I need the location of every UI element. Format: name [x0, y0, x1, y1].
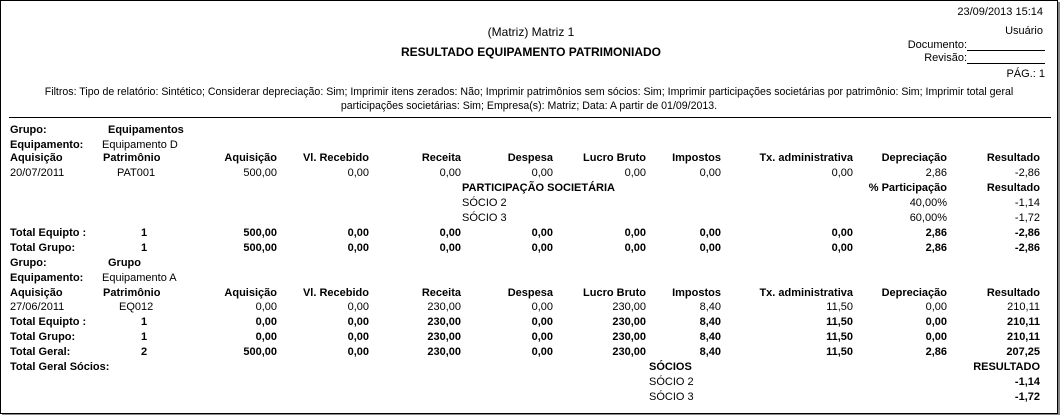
- total-despesa: 0,00: [531, 242, 553, 254]
- socio-name: SÓCIO 2: [649, 376, 694, 388]
- total-vl-recebido: 0,00: [347, 242, 369, 254]
- grupo-label: Grupo:: [10, 257, 47, 269]
- total-receita: 230,00: [427, 331, 461, 343]
- total-lucro-bruto: 230,00: [612, 346, 646, 358]
- cell-lucro-bruto: 0,00: [624, 167, 646, 179]
- col-vl-recebido: Vl. Recebido: [302, 287, 369, 299]
- cell-tx-adm: 11,50: [826, 301, 853, 313]
- col-patrimonio: Patrimônio: [103, 152, 161, 164]
- total-depreciacao: 0,00: [925, 316, 947, 328]
- cell-lucro-bruto: 230,00: [612, 301, 646, 313]
- total-aquisicao: 500,00: [243, 227, 277, 239]
- socio-result: -1,72: [1014, 212, 1040, 224]
- report-datetime: 23/09/2013 15:14: [957, 6, 1043, 18]
- col-vl-recebido: Vl. Recebido: [302, 152, 369, 164]
- col-aquisicao-date: Aquisição: [10, 152, 63, 164]
- grupo-name: Equipamentos: [108, 124, 184, 136]
- col-depreciacao: Depreciação: [881, 287, 947, 299]
- company-name: (Matriz) Matriz 1: [487, 25, 575, 39]
- total-depreciacao: 2,86: [925, 227, 947, 239]
- socio-result: -1,14: [1014, 376, 1040, 388]
- col-aquisicao-value: Aquisição: [224, 152, 277, 164]
- equipamento-label: Equipamento:: [10, 272, 84, 284]
- cell-aquisicao: 0,00: [255, 301, 277, 313]
- cell-depreciacao: 2,86: [925, 167, 947, 179]
- socio-name: SÓCIO 3: [462, 212, 507, 224]
- total-lucro-bruto: 230,00: [612, 331, 646, 343]
- total-despesa: 0,00: [531, 331, 553, 343]
- total-aquisicao: 0,00: [255, 331, 277, 343]
- total-aquisicao: 500,00: [243, 346, 277, 358]
- col-resultado: Resultado: [986, 287, 1040, 299]
- total-label: Total Equipto :: [10, 227, 87, 239]
- col-receita: Receita: [421, 287, 461, 299]
- total-impostos: 8,40: [699, 346, 721, 358]
- cell-date: 27/06/2011: [10, 301, 65, 313]
- socio-result: -1,14: [1014, 197, 1040, 209]
- total-impostos: 0,00: [699, 227, 721, 239]
- total-impostos: 8,40: [699, 331, 721, 343]
- total-label: Total Grupo:: [10, 331, 76, 343]
- total-impostos: 8,40: [699, 316, 721, 328]
- total-despesa: 0,00: [531, 346, 553, 358]
- col-resultado: Resultado: [986, 152, 1040, 164]
- total-vl-recebido: 0,00: [347, 331, 369, 343]
- total-aquisicao: 500,00: [243, 242, 277, 254]
- total-receita: 0,00: [439, 227, 461, 239]
- cell-impostos: 8,40: [699, 301, 721, 313]
- divider: [9, 117, 1051, 118]
- total-lucro-bruto: 0,00: [624, 242, 646, 254]
- cell-despesa: 0,00: [531, 167, 553, 179]
- cell-patrimonio: EQ012: [119, 301, 154, 313]
- col-lucro-bruto: Lucro Bruto: [583, 152, 646, 164]
- total-count: 1: [141, 227, 148, 239]
- total-tx-adm: 11,50: [826, 331, 853, 343]
- col-despesa: Despesa: [507, 287, 553, 299]
- total-label: Total Grupo:: [10, 242, 76, 254]
- col-receita: Receita: [421, 152, 461, 164]
- report-user: Usuário: [1005, 25, 1043, 37]
- col-lucro-bruto: Lucro Bruto: [583, 287, 646, 299]
- cell-tx-adm: 0,00: [831, 167, 853, 179]
- total-geral-socios-label: Total Geral Sócios:: [10, 361, 110, 373]
- cell-receita: 0,00: [439, 167, 461, 179]
- participacao-header: PARTICIPAÇÃO SOCIETÁRIA: [462, 182, 615, 194]
- total-impostos: 0,00: [699, 242, 721, 254]
- total-vl-recebido: 0,00: [347, 346, 369, 358]
- total-resultado: -2,86: [1014, 227, 1040, 239]
- col-depreciacao: Depreciação: [881, 152, 947, 164]
- equipamento-name: Equipamento D: [102, 139, 178, 151]
- col-impostos: Impostos: [672, 287, 721, 299]
- total-lucro-bruto: 0,00: [624, 227, 646, 239]
- total-depreciacao: 2,86: [925, 242, 947, 254]
- total-tx-adm: 11,50: [826, 316, 853, 328]
- col-aquisicao-value: Aquisição: [224, 287, 277, 299]
- total-tx-adm: 0,00: [831, 227, 853, 239]
- total-receita: 230,00: [427, 316, 461, 328]
- revisao-label: Revisão:: [924, 52, 967, 64]
- cell-vl-recebido: 0,00: [347, 301, 369, 313]
- cell-vl-recebido: 0,00: [347, 167, 369, 179]
- resultado-upper-header: RESULTADO: [973, 361, 1040, 373]
- equipamento-label: Equipamento:: [10, 139, 84, 151]
- cell-receita: 230,00: [427, 301, 461, 313]
- col-patrimonio: Patrimônio: [103, 287, 161, 299]
- total-count: 1: [141, 316, 148, 328]
- total-despesa: 0,00: [531, 227, 553, 239]
- grupo-label: Grupo:: [10, 124, 47, 136]
- total-receita: 230,00: [427, 346, 461, 358]
- resultado-header: Resultado: [986, 182, 1040, 194]
- cell-depreciacao: 0,00: [925, 301, 947, 313]
- total-depreciacao: 0,00: [925, 331, 947, 343]
- revisao-line: [967, 63, 1045, 64]
- report-title: RESULTADO EQUIPAMENTO PATRIMONIADO: [401, 45, 661, 59]
- total-count: 1: [141, 242, 148, 254]
- cell-impostos: 0,00: [699, 167, 721, 179]
- total-resultado: 207,25: [1006, 346, 1040, 358]
- documento-label: Documento:: [907, 39, 967, 51]
- total-despesa: 0,00: [531, 316, 553, 328]
- total-vl-recebido: 0,00: [347, 227, 369, 239]
- socio-name: SÓCIO 2: [462, 197, 507, 209]
- col-despesa: Despesa: [507, 152, 553, 164]
- socio-pct: 60,00%: [909, 212, 947, 224]
- cell-resultado: 210,11: [1007, 301, 1040, 313]
- total-aquisicao: 0,00: [255, 316, 277, 328]
- total-receita: 0,00: [439, 242, 461, 254]
- col-tx-adm: Tx. administrativa: [759, 152, 853, 164]
- filters-line-1: Filtros: Tipo de relatório: Sintético; Considerar depreciação: Sim; Imprimir itens zerados: Não; Imprimir patrimônios sem sócios: Sim; Imprimir participações societárias por patrimônio: Sim; Imprimir total geral: [44, 86, 1014, 98]
- total-lucro-bruto: 230,00: [612, 316, 646, 328]
- pct-participacao-header: % Participação: [868, 182, 947, 194]
- socio-result: -1,72: [1014, 391, 1040, 403]
- total-tx-adm: 11,50: [826, 346, 853, 358]
- page-number: PÁG.: 1: [1006, 68, 1045, 80]
- socio-pct: 40,00%: [909, 197, 947, 209]
- total-resultado: 210,11: [1006, 331, 1040, 343]
- total-count: 2: [141, 346, 148, 358]
- cell-aquisicao: 500,00: [243, 167, 277, 179]
- total-label: Total Geral:: [10, 346, 71, 358]
- total-count: 1: [141, 331, 148, 343]
- col-impostos: Impostos: [672, 152, 721, 164]
- grupo-name: Grupo: [108, 257, 141, 269]
- equipamento-name: Equipamento A: [102, 272, 177, 284]
- filters-line-2: participações societárias: Sim; Empresa(s): Matriz; Data: A partir de 01/09/2013.: [340, 100, 718, 112]
- col-tx-adm: Tx. administrativa: [759, 287, 853, 299]
- socio-name: SÓCIO 3: [649, 391, 694, 403]
- cell-date: 20/07/2011: [10, 167, 65, 179]
- total-depreciacao: 2,86: [925, 346, 947, 358]
- total-resultado: -2,86: [1014, 242, 1040, 254]
- total-vl-recebido: 0,00: [347, 316, 369, 328]
- cell-despesa: 0,00: [531, 301, 553, 313]
- total-tx-adm: 0,00: [831, 242, 853, 254]
- total-label: Total Equipto :: [10, 316, 87, 328]
- col-aquisicao-date: Aquisição: [10, 287, 63, 299]
- documento-line: [967, 50, 1045, 51]
- cell-resultado: -2,86: [1014, 167, 1040, 179]
- socios-header: SÓCIOS: [649, 361, 692, 373]
- total-resultado: 210,11: [1006, 316, 1040, 328]
- cell-patrimonio: PAT001: [117, 167, 156, 179]
